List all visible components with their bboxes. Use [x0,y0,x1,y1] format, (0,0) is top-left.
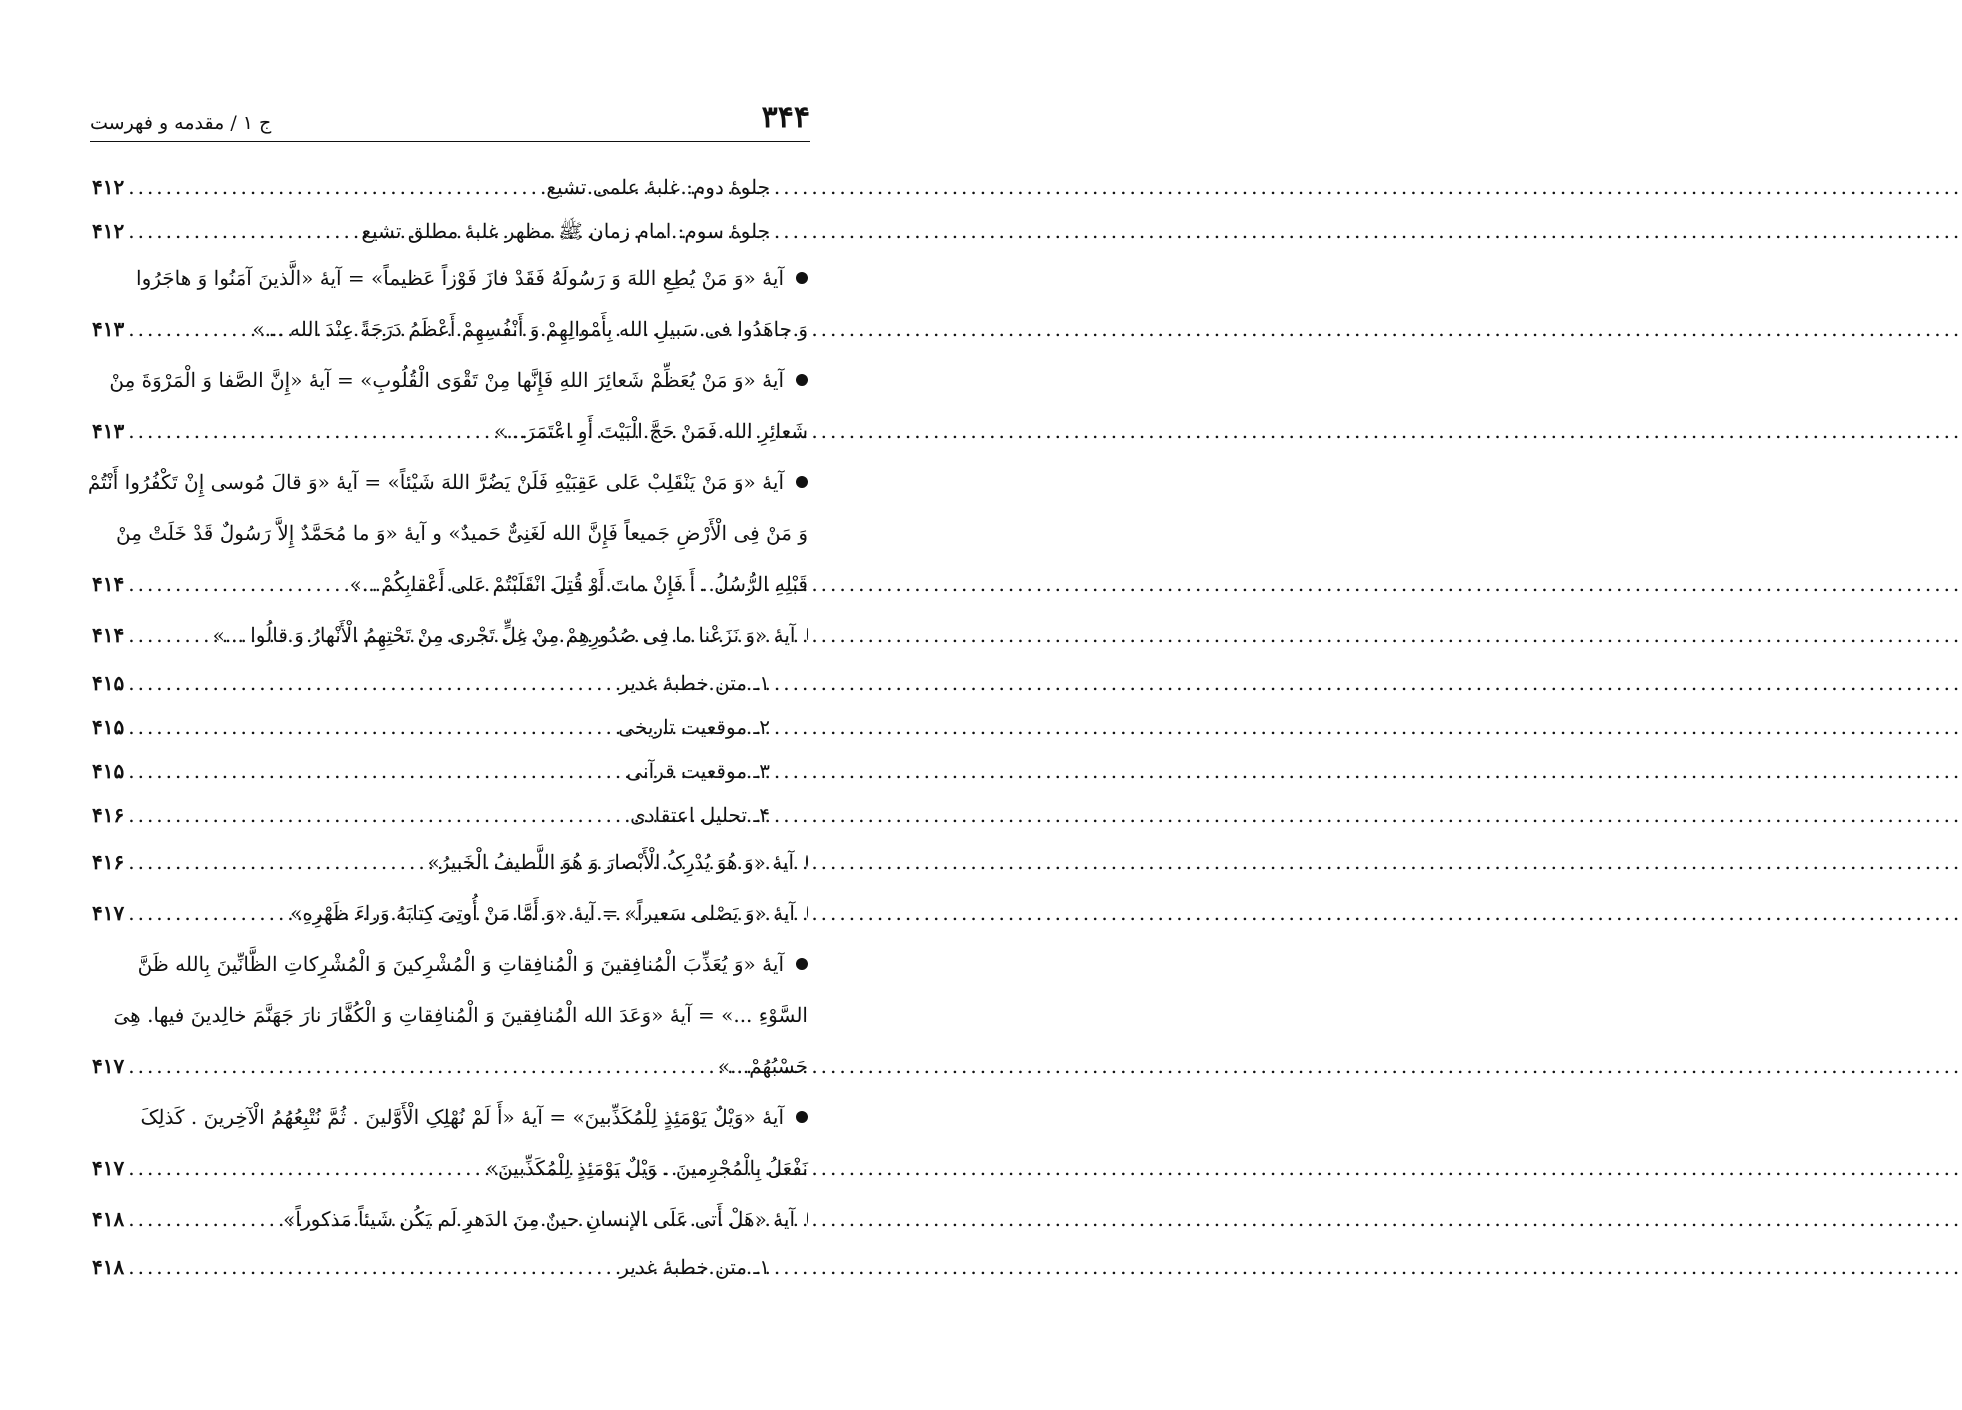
toc-entry-subsection [92,165,808,209]
dot-leader [128,749,622,793]
bullet-icon [807,628,808,640]
toc-entry-text: ۳ـ موقعیت قرآنی [626,759,770,783]
toc-page-number[interactable]: ۴۱۸ [92,1255,125,1279]
bullet-icon [796,374,808,386]
toc-entry-text: ۱ـ متن خطبهٔ غدیر [619,671,770,695]
toc-line [92,304,808,355]
dot-leader [128,705,614,749]
page-number: ۳۴۴ [761,100,810,135]
toc-entry-text: حَسْبُهُمْ...» [717,1054,808,1078]
bullet-icon [796,272,808,284]
toc-line [92,837,808,888]
dot-leader [128,837,423,888]
dot-leader [128,1194,279,1245]
toc-entry-text: آیهٔ «وَ مَنْ یُعَظِّمْ شَعائِرَ اللهِ فَإِنَّها مِنْ تَقْوَی الْقُلُوبِ» = آیهٔ «إِنَّ الصَّفا وَ الْمَرْوَةَ مِنْ [109,368,784,392]
toc-entry-verse [92,888,808,939]
toc-entry-text: قَبْلِهِ الرُّسُلُ . أَ فَإِنْ ماتَ أَوْ قُتِلَ انْقَلَبْتُمْ عَلی أَعْقابِکُمْ...» [349,572,808,596]
dot-leader [128,304,248,355]
toc-line [92,406,808,457]
dot-leader [128,209,357,253]
toc-line [87,457,808,508]
bullet-icon [796,1111,808,1123]
toc-line [92,1092,808,1143]
toc-entry-subsection [92,209,808,253]
toc-page-number[interactable]: ۴۱۷ [92,1156,125,1180]
toc-line [92,661,808,705]
toc-entry-text: آیهٔ «وَ نَزَعْنا ما فِی صُدُورِهِمْ مِنْ غِلٍّ تَجْری مِنْ تَحْتِهِمُ الْأَنْهارُ وَ قالُوا ...» [212,623,796,647]
toc-entry-text: آیهٔ «هَلْ أَتی عَلَی الإنسانِ حینٌ مِنَ الدَهرِ لَم یَکُن شَیئاً مَذکوراً» [283,1207,796,1231]
toc-line [92,793,808,837]
dot-leader [128,406,490,457]
toc-entry-text: آیهٔ «وَ مَنْ یَنْقَلِبْ عَلی عَقِبَیْهِ فَلَنْ یَضُرَّ اللهَ شَیْئاً» = آیهٔ «وَ قالَ مُوسی إِنْ تَکْفُرُوا أَنْتُمْ [87,470,784,494]
toc-page-number[interactable]: ۴۱۷ [92,1054,125,1078]
dot-leader [128,1245,615,1289]
page-header [90,92,810,142]
toc-page-number[interactable]: ۴۱۲ [92,175,125,199]
toc-entry-verse [87,457,808,610]
toc-entry-text: نَفْعَلُ بِالْمُجْرِمینَ . وَیْلٌ یَوْمَئِذٍ لِلْمُکَذِّبینَ» [485,1156,808,1180]
toc-page-number[interactable]: ۴۱۷ [92,901,125,925]
toc-line [92,610,808,661]
dot-leader [128,888,286,939]
toc-entry-text: ۲ـ موقعیت تاریخی [618,715,770,739]
toc-page-number[interactable]: ۴۱۵ [92,671,125,695]
toc-line [92,749,808,793]
toc-entry-text: جلوهٔ دوم: غلبهٔ علمی تشیع [546,175,770,199]
dot-leader [128,1041,714,1092]
toc-line [92,253,808,304]
toc-line [92,165,808,209]
toc-entry-verse [92,610,808,661]
toc-line [92,888,808,939]
toc-entry-text: شَعائِرِ الله فَمَنْ حَجَّ الْبَیْتَ أَوِ اعْتَمَرَ...» [494,419,808,443]
toc-page-number[interactable]: ۴۱۴ [92,572,125,596]
toc-page-number[interactable]: ۴۱۶ [92,803,125,827]
toc-line [92,705,808,749]
toc-line [92,1245,808,1289]
toc-entry-text: آیهٔ «وَ مَنْ یُطِعِ اللهَ وَ رَسُولَهُ فَقَدْ فازَ فَوْزاً عَظیماً» = آیهٔ «الَّذینَ آمَنُوا وَ هاجَرُوا [136,266,784,290]
toc-entry-text: ۱ـ متن خطبهٔ غدیر [619,1255,770,1279]
toc-line [92,1194,808,1245]
toc-entry-subsection [92,661,808,705]
toc-entry-text: آیهٔ «وَ هُوَ یُدْرِکُ الْأَبْصارَ وَ هُوَ اللَّطیفُ الْخَبیرُ» [427,850,795,874]
toc-line [92,508,808,559]
toc-page-number[interactable]: ۴۱۶ [92,850,125,874]
toc-line [92,1041,808,1092]
dot-leader [128,1143,482,1194]
dot-leader [128,559,345,610]
bullet-icon [807,1212,808,1224]
toc-entry-text: وَ مَنْ فِی الْأَرْضِ جَمیعاً فَإِنَّ الله لَغَنِیٌّ حَمیدٌ» و آیهٔ «وَ ما مُحَمَّدٌ إِلاَّ رَسُولٌ قَدْ خَلَتْ مِنْ [116,521,808,545]
toc-entry-verse [92,837,808,888]
toc-entry-verse [92,939,808,1092]
toc-page-number[interactable]: ۴۱۸ [92,1207,125,1231]
toc-page-number[interactable]: ۴۱۵ [92,759,125,783]
toc-entry-verse [92,1194,808,1245]
toc-page-number[interactable]: ۴۱۵ [92,715,125,739]
toc-page-number[interactable]: ۴۱۳ [92,317,125,341]
toc-entry-text: جلوهٔ سوم: امام زمان ﷺ مظهر غلبهٔ مطلق تشیع [361,219,770,243]
dot-leader [128,165,542,209]
table-of-contents [87,165,808,1289]
dot-leader [128,661,615,705]
toc-entry-text: ۴ـ تحلیل اعتقادی [630,803,770,827]
dot-leader [128,610,208,661]
bullet-icon [806,855,808,867]
running-title: ج ۱ / مقدمه و فهرست [90,112,272,134]
toc-entry-text: آیهٔ «وَ یَصْلی سَعیراً» = آیهٔ «وَ أَمَّا مَنْ أُوتِیَ کِتابَهُ وَراءَ ظَهْرِهِ» [290,901,795,925]
toc-entry-text: آیهٔ «وَیْلٌ یَوْمَئِذٍ لِلْمُکَذِّبینَ» = آیهٔ «أَ لَمْ نُهْلِکِ الْأَوَّلینَ . ثُمَّ نُتْبِعُهُمُ الْآخِرینَ . کَذلِکَ [140,1105,784,1129]
bullet-icon [796,476,808,488]
bullet-icon [807,906,808,918]
toc-line [92,355,808,406]
toc-line [92,209,808,253]
toc-page-number[interactable]: ۴۱۴ [92,623,125,647]
dot-leader [128,793,626,837]
toc-entry-verse [92,253,808,355]
toc-page-number[interactable]: ۴۱۳ [92,419,125,443]
toc-line [92,939,808,990]
toc-line [92,1143,808,1194]
toc-entry-text: السَّوْءِ ...» = آیهٔ «وَعَدَ الله الْمُنافِقینَ وَ الْمُنافِقاتِ وَ الْکُفَّارَ نارَ جَهَنَّمَ خالِدینَ فیها. هِیَ [113,1003,808,1027]
bullet-icon [796,958,808,970]
book-page [0,0,900,1410]
toc-line [92,990,808,1041]
toc-entry-verse [92,1092,808,1194]
toc-entry-subsection [92,793,808,837]
toc-entry-text: آیهٔ «وَ یُعَذِّبَ الْمُنافِقینَ وَ الْمُنافِقاتِ وَ الْمُشْرِکینَ وَ الْمُشْرِکاتِ الظَّانِّینَ بِالله ظَنَّ [137,952,784,976]
toc-entry-text: وَ جاهَدُوا فی سَبیلِ الله بِأَمْوالِهِمْ وَ أَنْفُسِهِمْ أَعْظَمُ دَرَجَةً عِنْدَ الله ...» [252,317,808,341]
toc-entry-verse [92,355,808,457]
toc-entry-subsection [92,1245,808,1289]
toc-entry-subsection [92,749,808,793]
toc-page-number[interactable]: ۴۱۲ [92,219,125,243]
toc-entry-subsection [92,705,808,749]
toc-line [92,559,808,610]
